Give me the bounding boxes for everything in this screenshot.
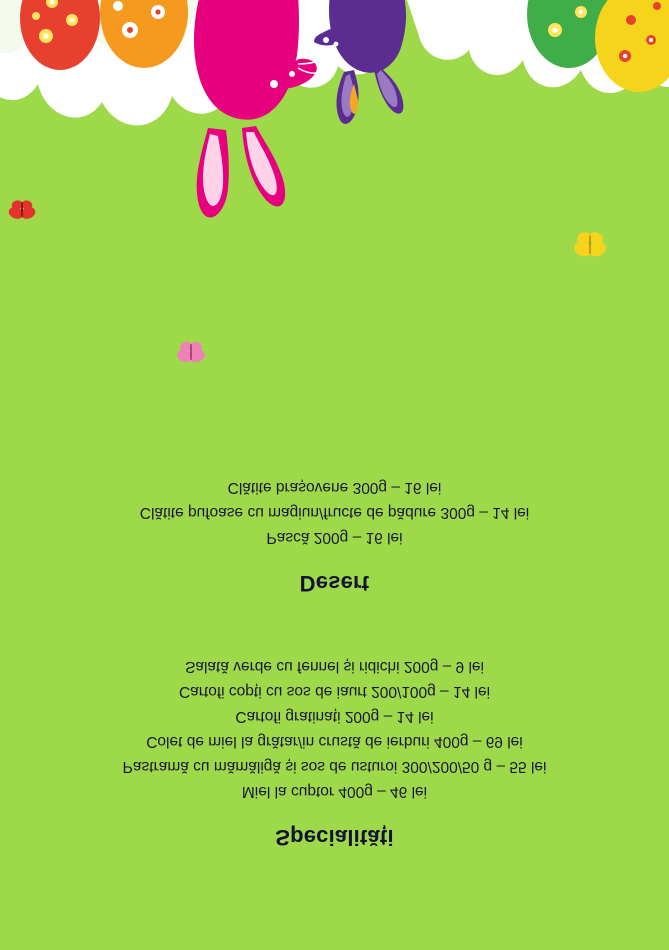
menu-item: Cartofi gratinați 200g – 14 lei: [235, 708, 434, 725]
yellow-butterfly-icon: [573, 230, 607, 258]
menu-item: Clătite brașovene 300g – 16 lei: [227, 479, 442, 496]
menu-item: Clătite pufoase cu magiun/fructe de pădure 300g – 14 lei: [139, 504, 530, 521]
white-bush-right-icon: [399, 0, 669, 140]
menu-item: Cartofi copți cu sos de iaurt 200/100g – 14 lei: [178, 683, 491, 700]
easter-decoration-scene: [0, 0, 669, 300]
section-items-desert: [0, 475, 669, 550]
section-items-specialitati: [0, 654, 669, 804]
easter-egg-icon: [591, 0, 669, 98]
section-title-desert: Desert: [299, 571, 370, 596]
menu-item: Colet de miel la grătar/in crustă de ierburi 400g – 69 lei: [146, 733, 523, 750]
menu-section-specialitati: [0, 654, 669, 950]
white-bush-left-icon: [0, 0, 400, 170]
easter-egg-icon: [96, 0, 192, 74]
easter-egg-icon: [16, 0, 104, 76]
purple-bunny-icon: [300, 0, 420, 134]
menu-item: Miel la cuptor 400g – 46 lei: [241, 783, 428, 800]
menu-item: Pastramă cu mămăligă și sos de usturoi 300/200/50 g – 55 lei: [122, 758, 547, 775]
red-butterfly-icon: [8, 198, 36, 220]
menu-item: Salată verde cu fennel și ridichi 200g – 9 lei: [185, 658, 484, 675]
section-title-specialitati: Specialități: [275, 825, 394, 850]
pink-bunny-icon: [170, 0, 320, 224]
menu-section-desert: [0, 475, 669, 654]
menu-content: [0, 330, 669, 950]
easter-egg-icon: [523, 0, 615, 74]
menu-item: Pască 200g – 16 lei: [266, 529, 403, 546]
